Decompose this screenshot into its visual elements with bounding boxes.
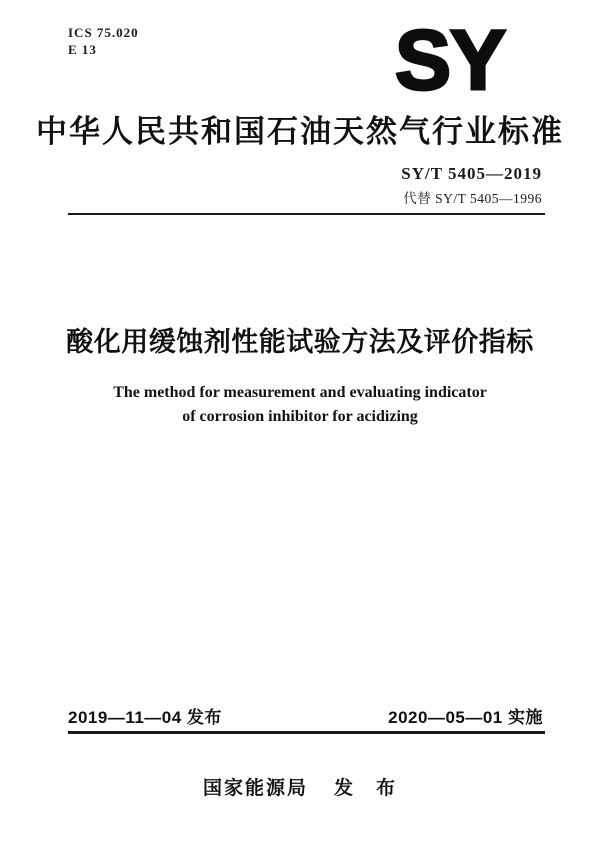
standard-heading: 中华人民共和国石油天然气行业标准 [36, 114, 564, 149]
document-class-code: E 13 [68, 42, 97, 57]
standard-title-en-line2: of corrosion inhibitor for acidizing [182, 408, 418, 425]
ics-code: ICS 75.020 [68, 25, 139, 40]
issuer-row [0, 773, 600, 800]
replaces-note: 代替 SY/T 5405—1996 [403, 191, 542, 206]
standard-title-zh: 酸化用缓蚀剂性能试验方法及评价指标 [66, 327, 534, 357]
standard-number-block [401, 164, 542, 207]
implementation-date: 2020—05—01 实施 [388, 708, 543, 727]
issue-date: 2019—11—04 发布 [68, 708, 222, 727]
standard-title-en [0, 381, 600, 429]
header-divider-line [68, 213, 545, 215]
standard-title-en-line1: The method for measurement and evaluating indicator [113, 384, 487, 401]
sy-logo: SY [394, 13, 505, 107]
dates-row [68, 703, 543, 728]
ics-classification-block [68, 24, 139, 58]
issuing-authority: 国家能源局 [202, 778, 308, 799]
footer-divider-line [68, 731, 545, 734]
standard-number: SY/T 5405—2019 [401, 164, 542, 183]
publish-label: 发 布 [334, 778, 398, 799]
